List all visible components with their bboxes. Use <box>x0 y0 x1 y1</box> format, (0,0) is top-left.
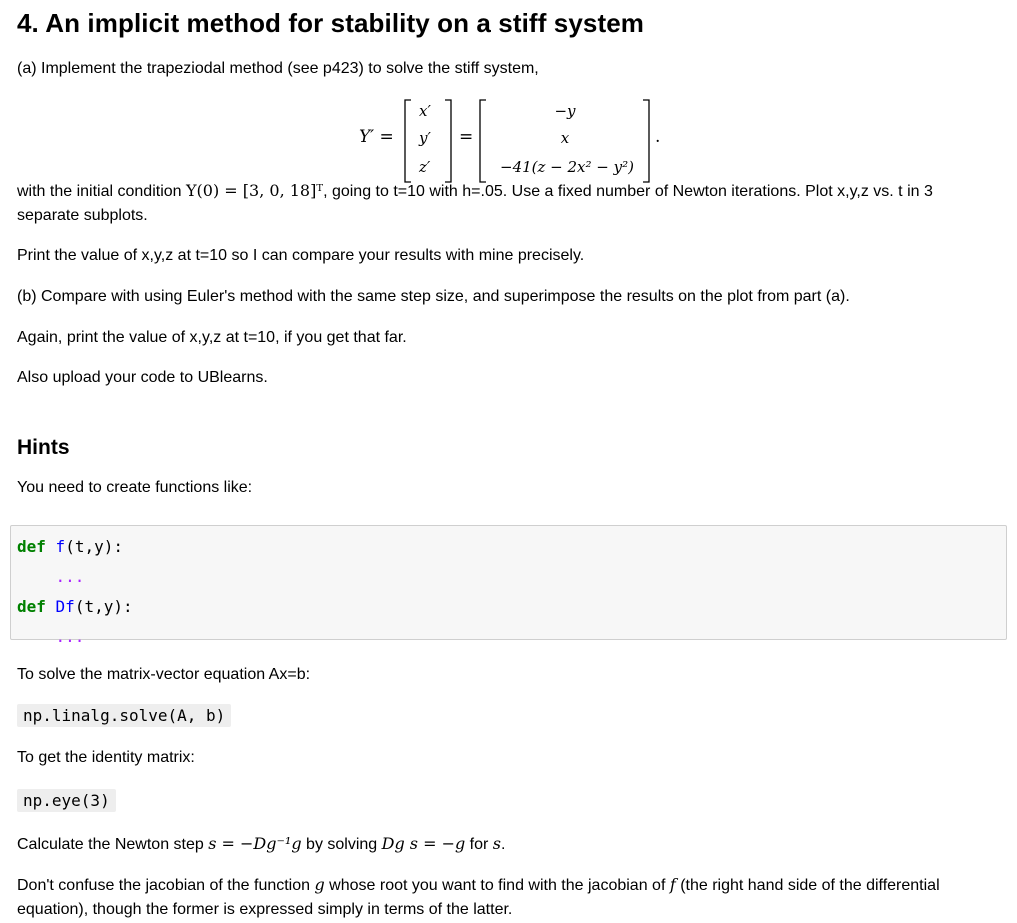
print-a-text: Print the value of x,y,z at t=10 so I can compare your results with mine precisely. <box>17 247 585 264</box>
vec-x: x′ <box>419 102 431 120</box>
jacobian-pre: Don't confuse the jacobian of the function <box>17 877 315 894</box>
hints-intro: You need to create functions like: <box>17 479 253 496</box>
initial-math: Y(0) = [3, 0, 18]ᵀ <box>185 181 324 200</box>
code-block[interactable] <box>10 525 1007 646</box>
newton-pre: Calculate the Newton step <box>17 836 209 853</box>
rhs-1: −y <box>554 102 576 120</box>
vec-z: z′ <box>419 158 431 176</box>
rhs-3: −41(z − 2x² − y²) <box>500 158 634 176</box>
equation-period: . <box>655 127 661 147</box>
code-keyword: def <box>17 597 46 616</box>
rhs-2: x <box>560 129 570 147</box>
code-args: (t,y): <box>74 597 133 616</box>
jacobian-f: f <box>669 875 676 894</box>
code-keyword: def <box>17 537 46 556</box>
jacobian-mid: whose root you want to find with the jacobian of <box>324 877 670 894</box>
code-ellipsis: ... <box>55 627 85 646</box>
newton-mid: by solving <box>301 836 382 853</box>
page-title: 4. An implicit method for stability on a stiff system <box>17 8 644 38</box>
newton-math-s: s <box>492 834 502 853</box>
code-function-name: f <box>55 537 66 556</box>
code-content <box>17 532 133 652</box>
hints-heading: Hints <box>17 436 70 459</box>
print-b-text: Again, print the value of x,y,z at t=10, if you get that far. <box>17 329 407 346</box>
solve-code[interactable]: np.linalg.solve(A, b) <box>17 704 231 727</box>
identity-code[interactable]: np.eye(3) <box>17 789 116 812</box>
part-a-text: (a) Implement the trapeziodal method (see p423) to solve the stiff system, <box>17 60 539 77</box>
solve-code-wrap <box>17 704 231 727</box>
equation-equals: = <box>459 127 474 147</box>
newton-text <box>17 832 505 857</box>
part-b-text: (b) Compare with using Euler's method with the same step size, and superimpose the results on the plot from part (a). <box>17 288 850 305</box>
identity-code-wrap <box>17 789 116 812</box>
solve-text: To solve the matrix-vector equation Ax=b: <box>17 666 311 683</box>
code-function-name: Df <box>55 597 75 616</box>
newton-math-step: s = −Dg⁻¹g <box>208 834 302 853</box>
initial-condition-text <box>17 179 992 228</box>
code-ellipsis: ... <box>55 567 85 586</box>
code-args: (t,y): <box>65 537 123 556</box>
equation-lhs: Y′ = <box>359 127 394 147</box>
jacobian-text <box>17 873 1002 922</box>
vec-y: y′ <box>419 129 431 147</box>
identity-text: To get the identity matrix: <box>17 749 195 766</box>
newton-post: . <box>501 836 506 853</box>
jacobian-g: g <box>314 875 325 894</box>
initial-pre: with the initial condition <box>17 183 186 200</box>
initial-post: , going to t=10 with h=.05. Use a fixed number of Newton iterations. Plot x,y,z vs. t in 3 separate subplots. <box>17 183 933 224</box>
jacobian-post: (the right hand side of the differential equation), though the former is expressed simply in terms of the latter. <box>17 877 940 918</box>
newton-math-system: Dg s = −g <box>381 834 466 853</box>
upload-text: Also upload your code to UBlearns. <box>17 369 268 386</box>
system-equation <box>355 96 675 186</box>
newton-mid2: for <box>465 836 493 853</box>
